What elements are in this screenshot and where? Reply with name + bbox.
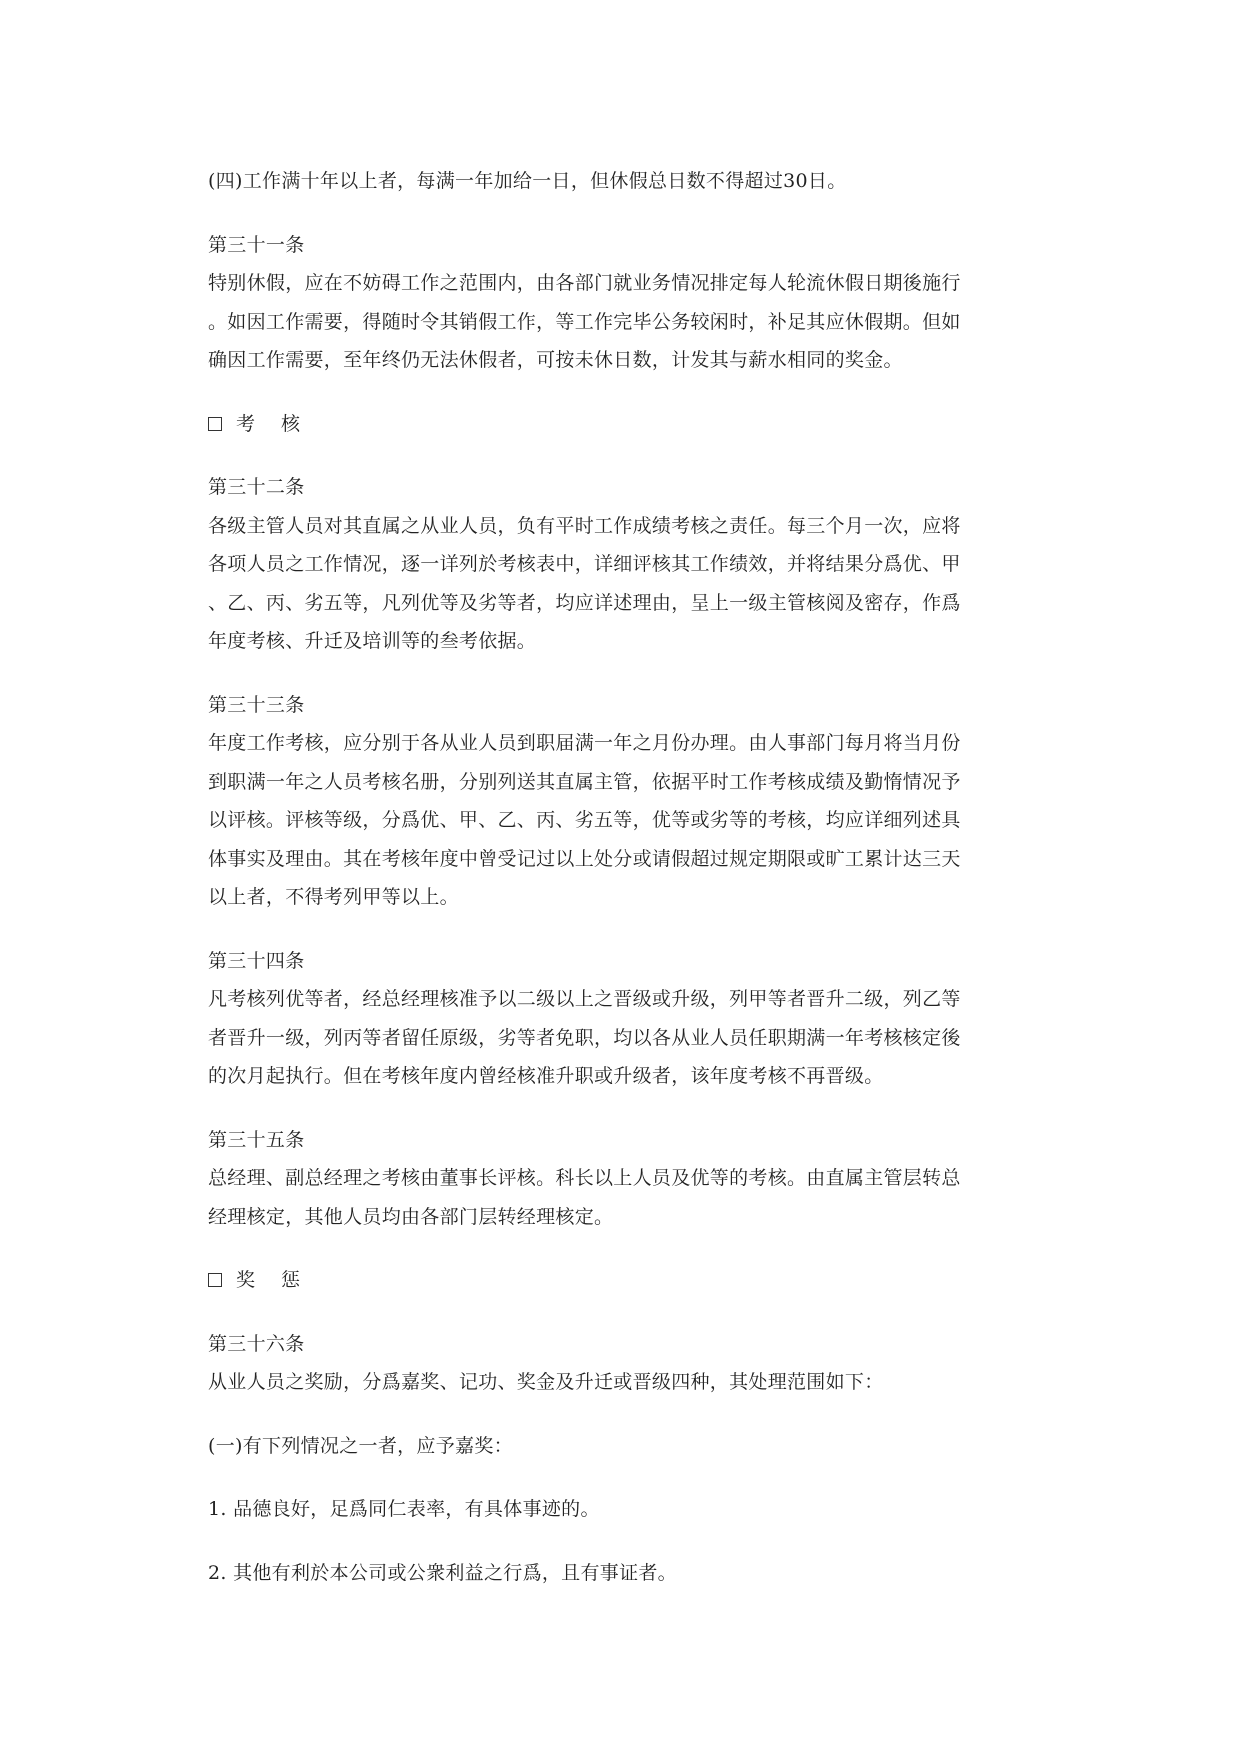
paragraph-gap — [208, 1402, 1028, 1427]
paragraph-gap — [208, 1300, 1028, 1325]
text-line: (四)工作满十年以上者，每满一年加给一日，但休假总日数不得超过30日。 — [208, 170, 847, 192]
text-line: 2. 其他有利於本公司或公衆利益之行爲，且有事证者。 — [208, 1561, 677, 1584]
text-line: 到职满一年之人员考核名册，分别列送其直属主管，依据平时工作考核成绩及勤惰情况予 — [208, 770, 961, 793]
section-heading — [208, 405, 1028, 444]
paragraph-block — [208, 162, 1028, 201]
text-line: 1. 品德良好，足爲同仁表率，有具体事迹的。 — [208, 1498, 600, 1520]
text-line: 各级主管人员对其直属之从业人员，负有平时工作成绩考核之责任。每三个月一次，应将 — [208, 514, 961, 537]
article-block — [208, 942, 1028, 1096]
text-line: 以上者，不得考列甲等以上。 — [208, 886, 459, 908]
paragraph-gap — [208, 661, 1028, 686]
paragraph-gap — [208, 443, 1028, 468]
text-line: (一)有下列情况之一者，应予嘉奖： — [208, 1434, 513, 1457]
section-label: 考 核 — [236, 412, 311, 435]
text-line: 、乙、丙、劣五等，凡列优等及劣等者，均应详述理由，呈上一级主管核阅及密存，作爲 — [208, 591, 961, 614]
article-title: 第三十二条 — [208, 476, 305, 498]
text-line: 特别休假，应在不妨碍工作之范围内，由各部门就业务情况排定每人轮流休假日期後施行 — [208, 272, 961, 294]
article-title: 第三十四条 — [208, 949, 305, 972]
paragraph-gap — [208, 1236, 1028, 1261]
article-title: 第三十五条 — [208, 1128, 305, 1151]
article-title: 第三十六条 — [208, 1332, 305, 1355]
paragraph-gap — [208, 201, 1028, 226]
article-block — [208, 1325, 1028, 1402]
text-line: 体事实及理由。其在考核年度中曾受记过以上处分或请假超过规定期限或旷工累计达三天 — [208, 847, 961, 870]
paragraph-gap — [208, 1529, 1028, 1554]
text-line: 者晋升一级，列丙等者留任原级，劣等者免职，均以各从业人员任职期满一年考核核定後 — [208, 1026, 961, 1049]
text-line: 各项人员之工作情况，逐一详列於考核表中，详细评核其工作绩效，并将结果分爲优、甲 — [208, 553, 961, 575]
text-line: 凡考核列优等者，经总经理核准予以二级以上之晋级或升级，列甲等者晋升二级，列乙等 — [208, 988, 961, 1010]
text-line: 总经理、副总经理之考核由董事长评核。科长以上人员及优等的考核。由直属主管层转总 — [208, 1167, 961, 1189]
article-title: 第三十一条 — [208, 233, 305, 256]
text-line: 年度工作考核，应分别于各从业人员到职届满一年之月份办理。由人事部门每月将当月份 — [208, 732, 961, 754]
paragraph-block — [208, 1554, 1028, 1593]
section-label: 奖 惩 — [236, 1269, 311, 1291]
document-page — [208, 162, 1028, 1592]
article-block — [208, 686, 1028, 917]
checkbox-square-icon — [208, 417, 222, 431]
text-line: 从业人员之奖励，分爲嘉奖、记功、奖金及升迁或晋级四种，其处理范围如下： — [208, 1371, 884, 1393]
text-line: 确因工作需要，至年终仍无法休假者，可按未休日数，计发其与薪水相同的奖金。 — [208, 349, 903, 371]
text-line: 年度考核、升迁及培训等的叁考依据。 — [208, 630, 537, 652]
article-block — [208, 468, 1028, 661]
paragraph-gap — [208, 380, 1028, 405]
paragraph-gap — [208, 1465, 1028, 1490]
paragraph-gap — [208, 917, 1028, 942]
paragraph-block — [208, 1427, 1028, 1466]
text-line: 以评核。评核等级，分爲优、甲、乙、丙、劣五等，优等或劣等的考核，均应详细列述具 — [208, 809, 961, 831]
checkbox-square-icon — [208, 1273, 222, 1287]
article-block — [208, 1121, 1028, 1237]
section-heading — [208, 1261, 1028, 1300]
paragraph-gap — [208, 1096, 1028, 1121]
text-line: 经理核定，其他人员均由各部门层转经理核定。 — [208, 1205, 614, 1228]
text-line: 。如因工作需要，得随时令其销假工作，等工作完毕公务较闲时，补足其应休假期。但如 — [208, 310, 961, 333]
paragraph-block — [208, 1490, 1028, 1529]
article-block — [208, 226, 1028, 380]
text-line: 的次月起执行。但在考核年度内曾经核准升职或升级者，该年度考核不再晋级。 — [208, 1065, 884, 1087]
article-title: 第三十三条 — [208, 693, 305, 716]
